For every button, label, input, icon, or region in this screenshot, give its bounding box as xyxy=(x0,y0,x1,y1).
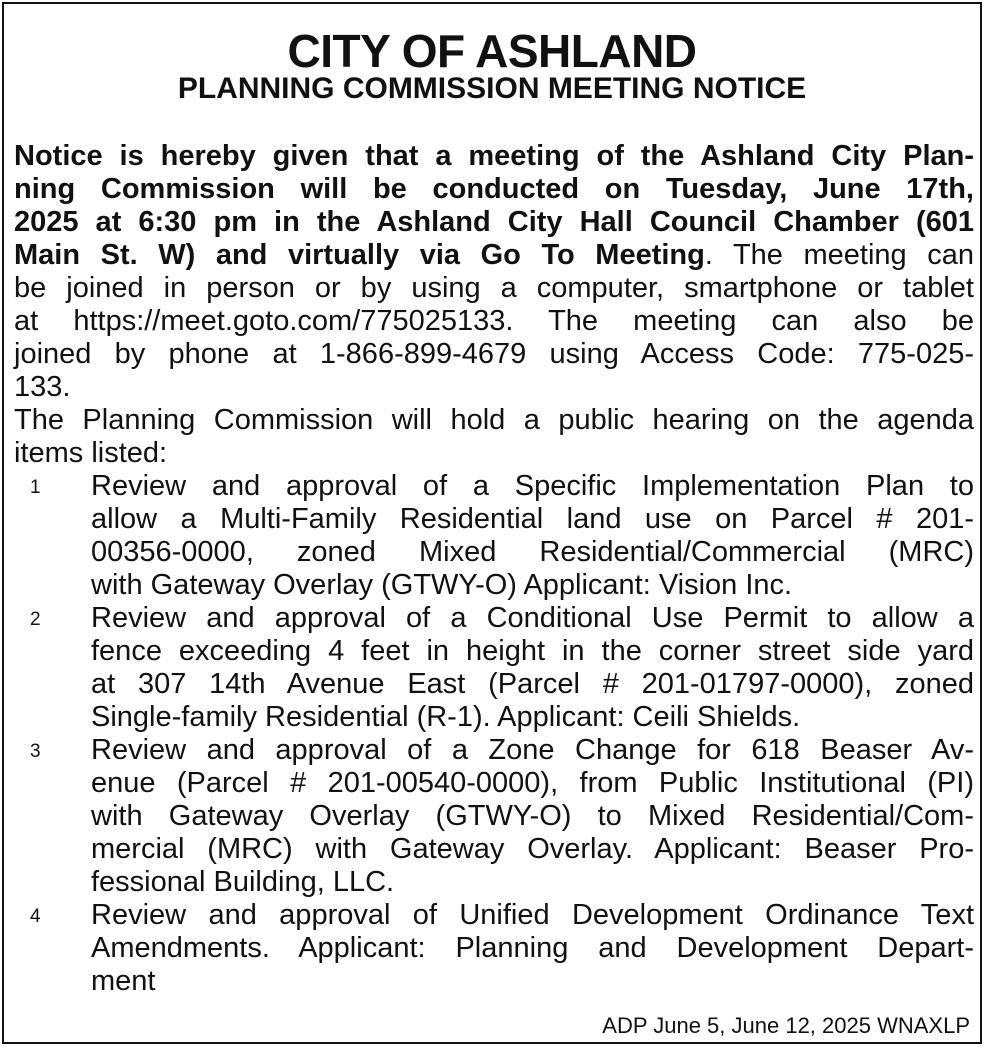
agenda-item-number: 3 xyxy=(30,741,41,762)
agenda-item-line: with Gateway Overlay (GTWY-O) to Mixed Residential/Com- xyxy=(91,800,974,832)
notice-body xyxy=(14,140,974,998)
intro-line: at https://meet.goto.com/775025133. The meeting can also be xyxy=(14,305,974,337)
agenda-item-line: Review and approval of a Specific Implementation Plan to xyxy=(91,470,974,502)
notice-title: CITY OF ASHLAND xyxy=(287,25,697,77)
agenda-item-number: 1 xyxy=(30,477,41,498)
legal-notice xyxy=(2,2,982,1044)
agenda-item-line: fence exceeding 4 feet in height in the corner street side yard xyxy=(91,635,974,667)
agenda-item-line: Review and approval of a Zone Change for 618 Beaser Av- xyxy=(91,734,974,766)
publication-footer: ADP June 5, June 12, 2025 WNAXLP xyxy=(602,1013,970,1038)
agenda-item xyxy=(14,734,974,899)
agenda-item xyxy=(14,602,974,734)
agenda-item-line: enue (Parcel # 201-00540-0000), from Public Institutional (PI) xyxy=(91,767,974,799)
agenda-item-line: fessional Building, LLC. xyxy=(91,866,395,898)
intro-paragraph xyxy=(14,140,974,404)
agenda-item-line: ment xyxy=(91,965,156,997)
agenda-item-line: 00356-0000, zoned Mixed Residential/Commercial (MRC) xyxy=(91,536,974,568)
agenda-item-number: 4 xyxy=(30,906,41,927)
intro-line: be joined in person or by using a computer, smartphone or tablet xyxy=(14,272,974,304)
hearing-line: The Planning Commission will hold a public hearing on the agenda xyxy=(14,404,974,436)
agenda-item-line: Review and approval of a Conditional Use Permit to allow a xyxy=(91,602,974,634)
intro-line: joined by phone at 1-866-899-4679 using Access Code: 775-025- xyxy=(14,338,974,370)
agenda-item-line: allow a Multi-Family Residential land use on Parcel # 201- xyxy=(91,503,974,535)
agenda-item-line: Review and approval of Unified Development Ordinance Text xyxy=(91,899,974,931)
agenda-item-line: with Gateway Overlay (GTWY-O) Applicant: Vision Inc. xyxy=(91,569,793,601)
intro-line: ning Commission will be conducted on Tuesday, June 17th, xyxy=(14,173,974,205)
agenda-item-line: Single-family Residential (R-1). Applicant: Ceili Shields. xyxy=(91,701,801,733)
notice-subtitle: PLANNING COMMISSION MEETING NOTICE xyxy=(177,72,807,105)
agenda-item xyxy=(14,470,974,602)
intro-line: 2025 at 6:30 pm in the Ashland City Hall Council Chamber (601 xyxy=(14,206,974,238)
agenda-item xyxy=(14,899,974,998)
agenda-items xyxy=(14,470,974,998)
hearing-paragraph xyxy=(14,404,974,470)
hearing-line: items listed: xyxy=(14,437,168,469)
intro-line: 133. xyxy=(14,371,71,403)
intro-line: Main St. W) and virtually via Go To Meeting. The meeting can xyxy=(14,239,974,271)
agenda-item-line: mercial (MRC) with Gateway Overlay. Applicant: Beaser Pro- xyxy=(91,833,974,865)
agenda-item-line: at 307 14th Avenue East (Parcel # 201-01797-0000), zoned xyxy=(91,668,974,700)
intro-line: Notice is hereby given that a meeting of the Ashland City Plan- xyxy=(14,140,974,172)
agenda-item-line: Amendments. Applicant: Planning and Development Depart- xyxy=(91,932,974,964)
agenda-item-number: 2 xyxy=(30,609,41,630)
